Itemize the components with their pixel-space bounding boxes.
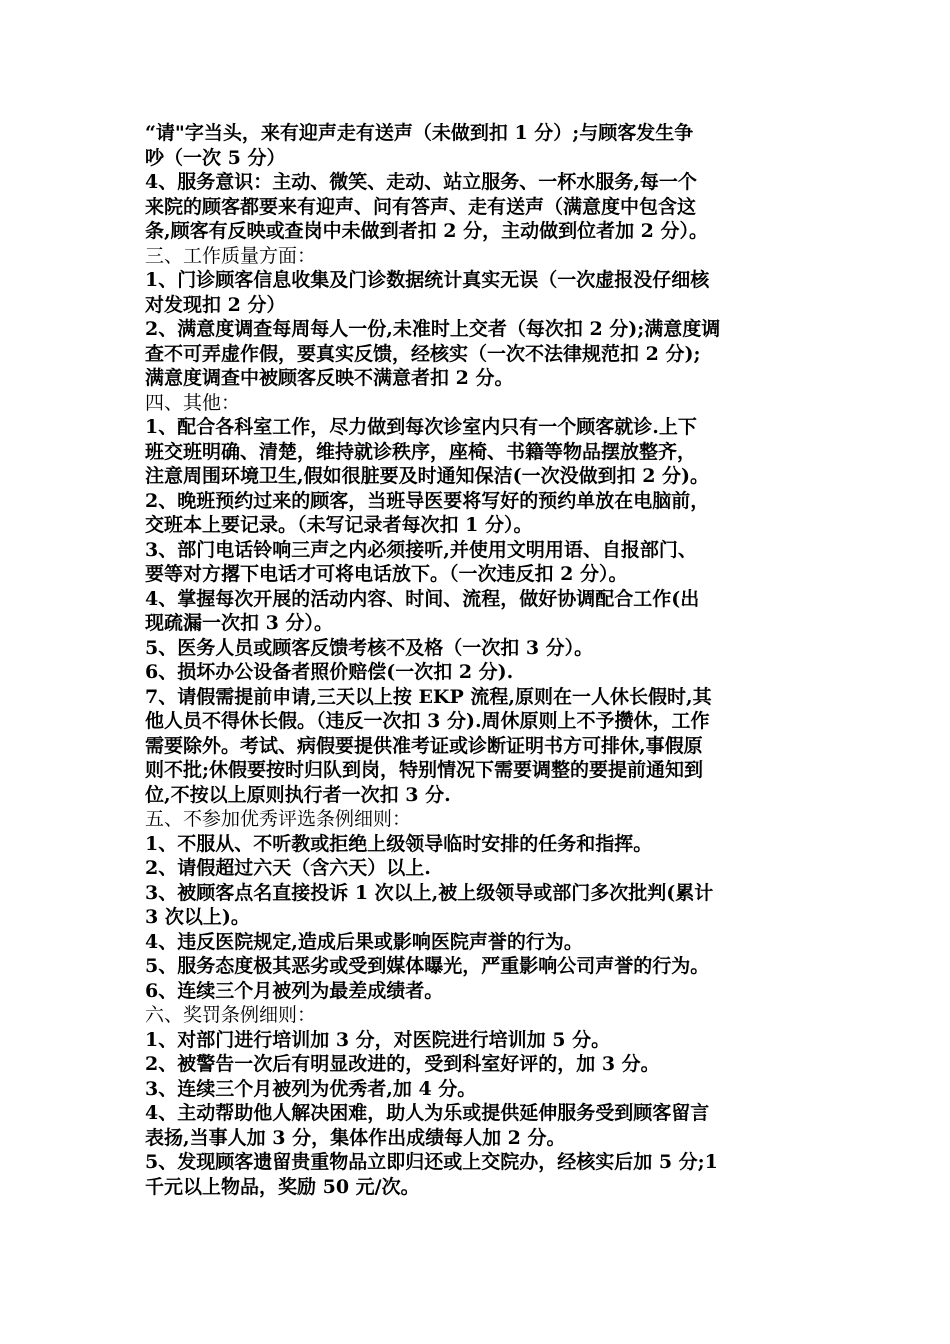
text-line: 6、损坏办公设备者照价赔偿(一次扣 2 分). [145, 661, 514, 683]
text-line: 2、满意度调查每周每人一份,未准时上交者（每次扣 2 分);满意度调 [145, 318, 721, 340]
section-heading: 五、不参加优秀评选条例细则： [145, 808, 412, 830]
text-line: 1、不服从、不听教或拒绝上级领导临时安排的任务和指挥。 [145, 832, 653, 855]
text-line: 4、掌握每次开展的活动内容、时间、流程，做好协调配合工作(出 [145, 587, 700, 610]
text-line: 则不批;休假要按时归队到岗，特别情况下需要调整的要提前通知到 [145, 759, 704, 781]
text-line: 交班本上要记录。（未写记录者每次扣 1 分）。 [145, 514, 533, 536]
text-line: 吵（一次 5 分） [145, 146, 286, 169]
text-line: “请"字当头，来有迎声走有送声（未做到扣 1 分）;与顾客发生争 [145, 122, 694, 144]
section-heading: 三、工作质量方面： [145, 244, 317, 267]
text-line: 5、发现顾客遗留贵重物品立即归还或上交院办，经核实后加 5 分;1 [145, 1151, 718, 1173]
text-line: 1、配合各科室工作，尽力做到每次诊室内只有一个顾客就诊.上下 [145, 416, 697, 438]
text-line: 查不可弄虚作假，要真实反馈，经核实（一次不法律规范扣 2 分); [145, 342, 701, 365]
section-heading: 六、奖罚条例细则： [145, 1004, 317, 1026]
document-body [145, 121, 810, 1199]
text-line: 2、请假超过六天（含六天）以上. [145, 857, 431, 879]
text-line: 2、晚班预约过来的顾客，当班导医要将写好的预约单放在电脑前， [145, 489, 710, 512]
text-line: 满意度调查中被顾客反映不满意者扣 2 分。 [145, 367, 514, 389]
text-line: 7、请假需提前申请,三天以上按 EKP 流程,原则在一人休长假时,其 [145, 685, 712, 708]
text-line: 千元以上物品，奖励 50 元/次。 [145, 1175, 420, 1198]
text-line: 需要除外。考试、病假要提供准考证或诊断证明书方可排休,事假原 [145, 734, 703, 757]
section-heading: 四、其他： [145, 391, 241, 414]
text-line: 现疏漏一次扣 3 分）。 [145, 612, 333, 634]
text-line: 1、对部门进行培训加 3 分，对医院进行培训加 5 分。 [145, 1028, 611, 1051]
text-line: 5、医务人员或顾客反馈考核不及格（一次扣 3 分）。 [145, 636, 594, 659]
text-line: 他人员不得休长假。（违反一次扣 3 分).周休原则上不予攒休，工作 [145, 710, 710, 732]
text-line: 4、违反医院规定,造成后果或影响医院声誉的行为。 [145, 930, 583, 953]
text-line: 3、被顾客点名直接投诉 1 次以上,被上级领导或部门多次批判(累计 [145, 881, 714, 904]
text-line: 4、服务意识：主动、微笑、走动、站立服务、一杯水服务,每一个 [145, 171, 697, 193]
text-line: 注意周围环境卫生,假如很脏要及时通知保洁(一次没做到扣 2 分)。 [145, 465, 710, 487]
text-line: 2、被警告一次后有明显改进的，受到科室好评的，加 3 分。 [145, 1053, 660, 1075]
text-line: 位,不按以上原则执行者一次扣 3 分. [145, 783, 451, 806]
text-line: 5、服务态度极其恶劣或受到媒体曝光，严重影响公司声誉的行为。 [145, 955, 710, 977]
text-line: 表扬,当事人加 3 分，集体作出成绩每人加 2 分。 [145, 1126, 566, 1149]
text-line: 4、主动帮助他人解决困难，助人为乐或提供延伸服务受到顾客留言 [145, 1102, 710, 1124]
text-line: 条,顾客有反映或查岗中未做到者扣 2 分，主动做到位者加 2 分）。 [145, 220, 709, 242]
text-line: 3 次以上)。 [145, 906, 250, 928]
text-line: 来院的顾客都要来有迎声、问有答声、走有送声（满意度中包含这 [145, 195, 697, 218]
text-line: 3、连续三个月被列为优秀者,加 4 分。 [145, 1077, 477, 1100]
text-line: 对发现扣 2 分） [145, 293, 286, 316]
text-line: 6、连续三个月被列为最差成绩者。 [145, 979, 444, 1002]
text-line: 1、门诊顾客信息收集及门诊数据统计真实无误（一次虚报没仔细核 [145, 269, 710, 291]
text-line: 要等对方撂下电话才可将电话放下。（一次违反扣 2 分）。 [145, 563, 628, 585]
text-line: 3、部门电话铃响三声之内必须接听,并使用文明用语、自报部门、 [145, 538, 697, 561]
text-line: 班交班明确、清楚，维持就诊秩序，座椅、书籍等物品摆放整齐， [145, 440, 697, 463]
